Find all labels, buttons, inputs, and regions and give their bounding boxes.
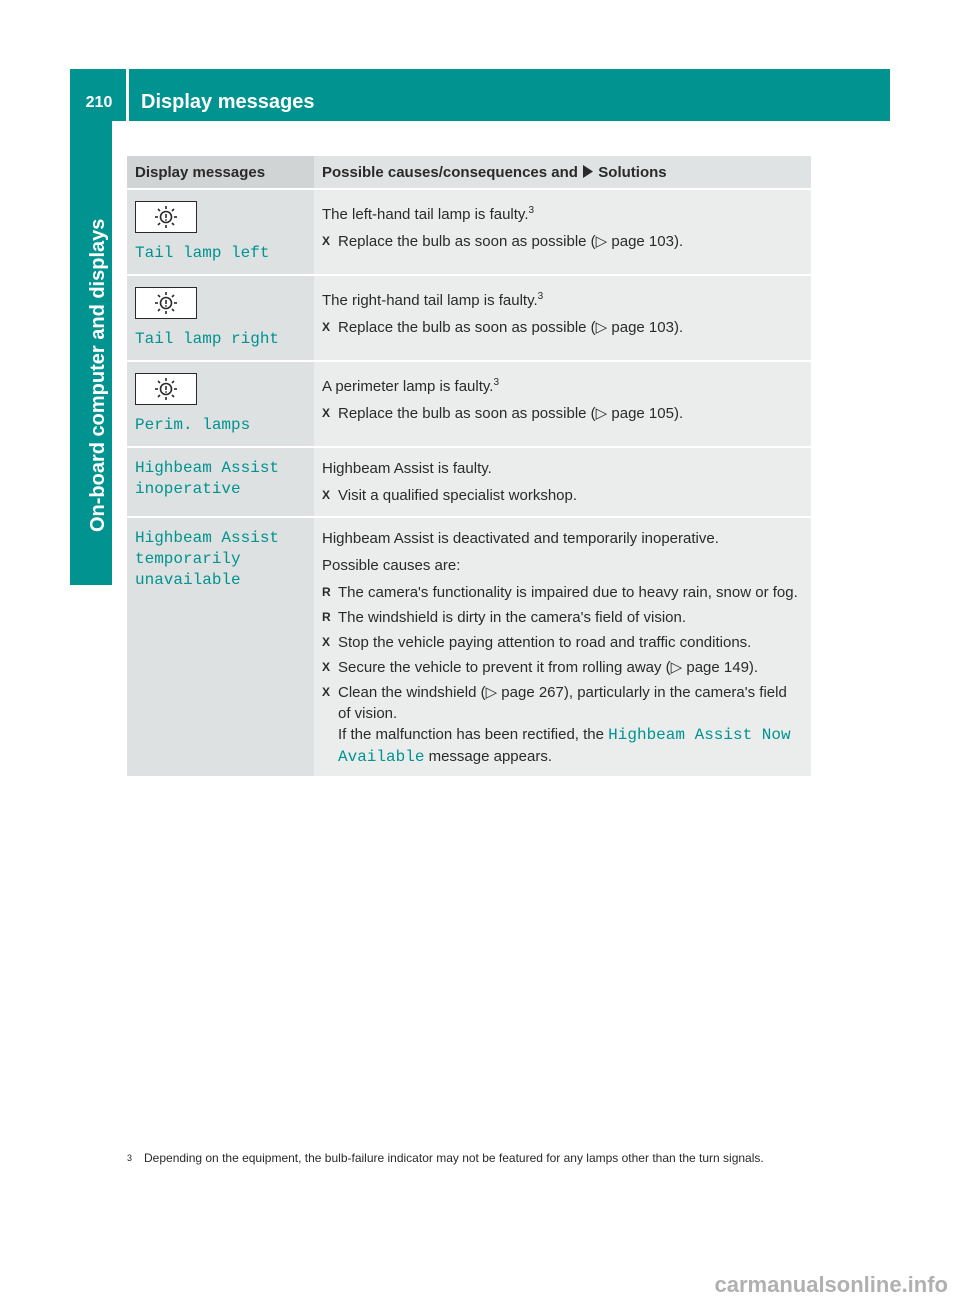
action-item: X Replace the bulb as soon as possible (▷ page 105). bbox=[322, 405, 684, 422]
footnote-text: Depending on the equipment, the bulb-failure indicator may not be featured for any lamps other than the turn signals. bbox=[144, 1151, 764, 1165]
display-messages-table bbox=[127, 156, 811, 776]
header-divider bbox=[126, 69, 129, 121]
display-message-line: Highbeam Assist bbox=[135, 459, 280, 477]
action-item: X Replace the bulb as soon as possible (▷ page 103). bbox=[322, 319, 684, 336]
footnote bbox=[127, 1150, 817, 1167]
table-row bbox=[127, 189, 811, 275]
table-row bbox=[127, 361, 811, 447]
result-display-message: Highbeam Assist Now Available bbox=[338, 726, 791, 766]
action-marker: X bbox=[322, 488, 331, 502]
action-marker: X bbox=[322, 234, 331, 248]
table-row bbox=[127, 275, 811, 361]
table-row bbox=[127, 517, 811, 776]
action-item: X Replace the bulb as soon as possible (▷ page 103). bbox=[322, 233, 684, 250]
footnote-ref: 3 bbox=[493, 377, 500, 388]
action-marker: X bbox=[322, 320, 331, 334]
display-message-text: Tail lamp left bbox=[135, 244, 270, 262]
cause-text: Highbeam Assist is faulty. bbox=[322, 460, 492, 477]
action-marker: X bbox=[322, 660, 331, 674]
page-ref-icon: ▷ bbox=[595, 233, 608, 250]
side-section-label: On-board computer and displays bbox=[87, 218, 109, 532]
display-message-line: unavailable bbox=[135, 571, 241, 589]
message-cell bbox=[127, 189, 314, 275]
page-ref-icon: ▷ bbox=[595, 405, 608, 422]
result-text-end: message appears. bbox=[428, 748, 552, 765]
cause-text: The right-hand tail lamp is faulty.$^3$ bbox=[322, 291, 544, 309]
message-cell bbox=[127, 361, 314, 447]
bullet-marker: R bbox=[322, 610, 331, 624]
footnote-number: 3 bbox=[127, 1153, 133, 1163]
page-ref-icon: ▷ bbox=[485, 684, 498, 701]
column-header-solutions-text: Solutions bbox=[598, 164, 667, 181]
action-item: X Clean the windshield (▷ page 267), particularly in the camera's field of vision. If the malfunction has been rectified, the Highbeam Assist Now Available message appears. bbox=[322, 684, 791, 766]
solution-cell bbox=[314, 517, 811, 776]
column-header-causes-text: Possible causes/consequences and bbox=[322, 164, 578, 181]
page-number: 210 bbox=[85, 94, 113, 111]
page-title: Display messages bbox=[141, 91, 315, 113]
solution-cell bbox=[314, 361, 811, 447]
bulb-failure-icon bbox=[135, 287, 197, 319]
action-marker: X bbox=[322, 685, 331, 699]
solution-cell bbox=[314, 447, 811, 517]
table-header-row bbox=[127, 156, 811, 189]
bulb-failure-icon bbox=[135, 373, 197, 405]
table-row bbox=[127, 447, 811, 517]
solution-cell bbox=[314, 275, 811, 361]
watermark: carmanualsonline.info bbox=[714, 1272, 948, 1297]
display-message-text: Perim. lamps bbox=[135, 416, 251, 434]
display-message-line: temporarily bbox=[135, 550, 241, 568]
message-cell bbox=[127, 517, 314, 776]
action-item: X Visit a qualified specialist workshop. bbox=[322, 487, 578, 504]
message-cell bbox=[127, 275, 314, 361]
cause-bullet: R The windshield is dirty in the camera's field of vision. bbox=[322, 609, 687, 626]
cause-text: A perimeter lamp is faulty.$^3$ bbox=[322, 377, 500, 395]
bulb-failure-icon bbox=[135, 201, 197, 233]
column-header-causes-solutions bbox=[314, 156, 811, 189]
action-item: X Stop the vehicle paying attention to road and traffic conditions. bbox=[322, 634, 752, 651]
page-ref-icon: ▷ bbox=[595, 319, 608, 336]
result-text: If the malfunction has been rectified, the bbox=[338, 726, 604, 743]
display-message-text: Tail lamp right bbox=[135, 330, 280, 348]
footnote-ref: 3 bbox=[528, 205, 535, 216]
intro-text: Highbeam Assist is deactivated and temporarily inoperative. bbox=[322, 530, 719, 547]
display-message-line: inoperative bbox=[135, 480, 241, 498]
footnote-ref: 3 bbox=[537, 291, 544, 302]
action-marker: X bbox=[322, 635, 331, 649]
causes-label: Possible causes are: bbox=[322, 557, 461, 574]
bullet-marker: R bbox=[322, 585, 331, 599]
play-arrow-icon bbox=[582, 164, 594, 181]
column-header-display-messages: Display messages bbox=[127, 156, 314, 189]
display-message-line: Highbeam Assist bbox=[135, 529, 280, 547]
cause-text: The left-hand tail lamp is faulty.$^3$ bbox=[322, 205, 535, 223]
page-ref-icon: ▷ bbox=[670, 659, 683, 676]
action-item: X Secure the vehicle to prevent it from rolling away (▷ page 149). bbox=[322, 659, 759, 676]
message-cell bbox=[127, 447, 314, 517]
action-marker: X bbox=[322, 406, 331, 420]
solution-cell bbox=[314, 189, 811, 275]
cause-bullet: R The camera's functionality is impaired due to heavy rain, snow or fog. bbox=[322, 584, 798, 601]
